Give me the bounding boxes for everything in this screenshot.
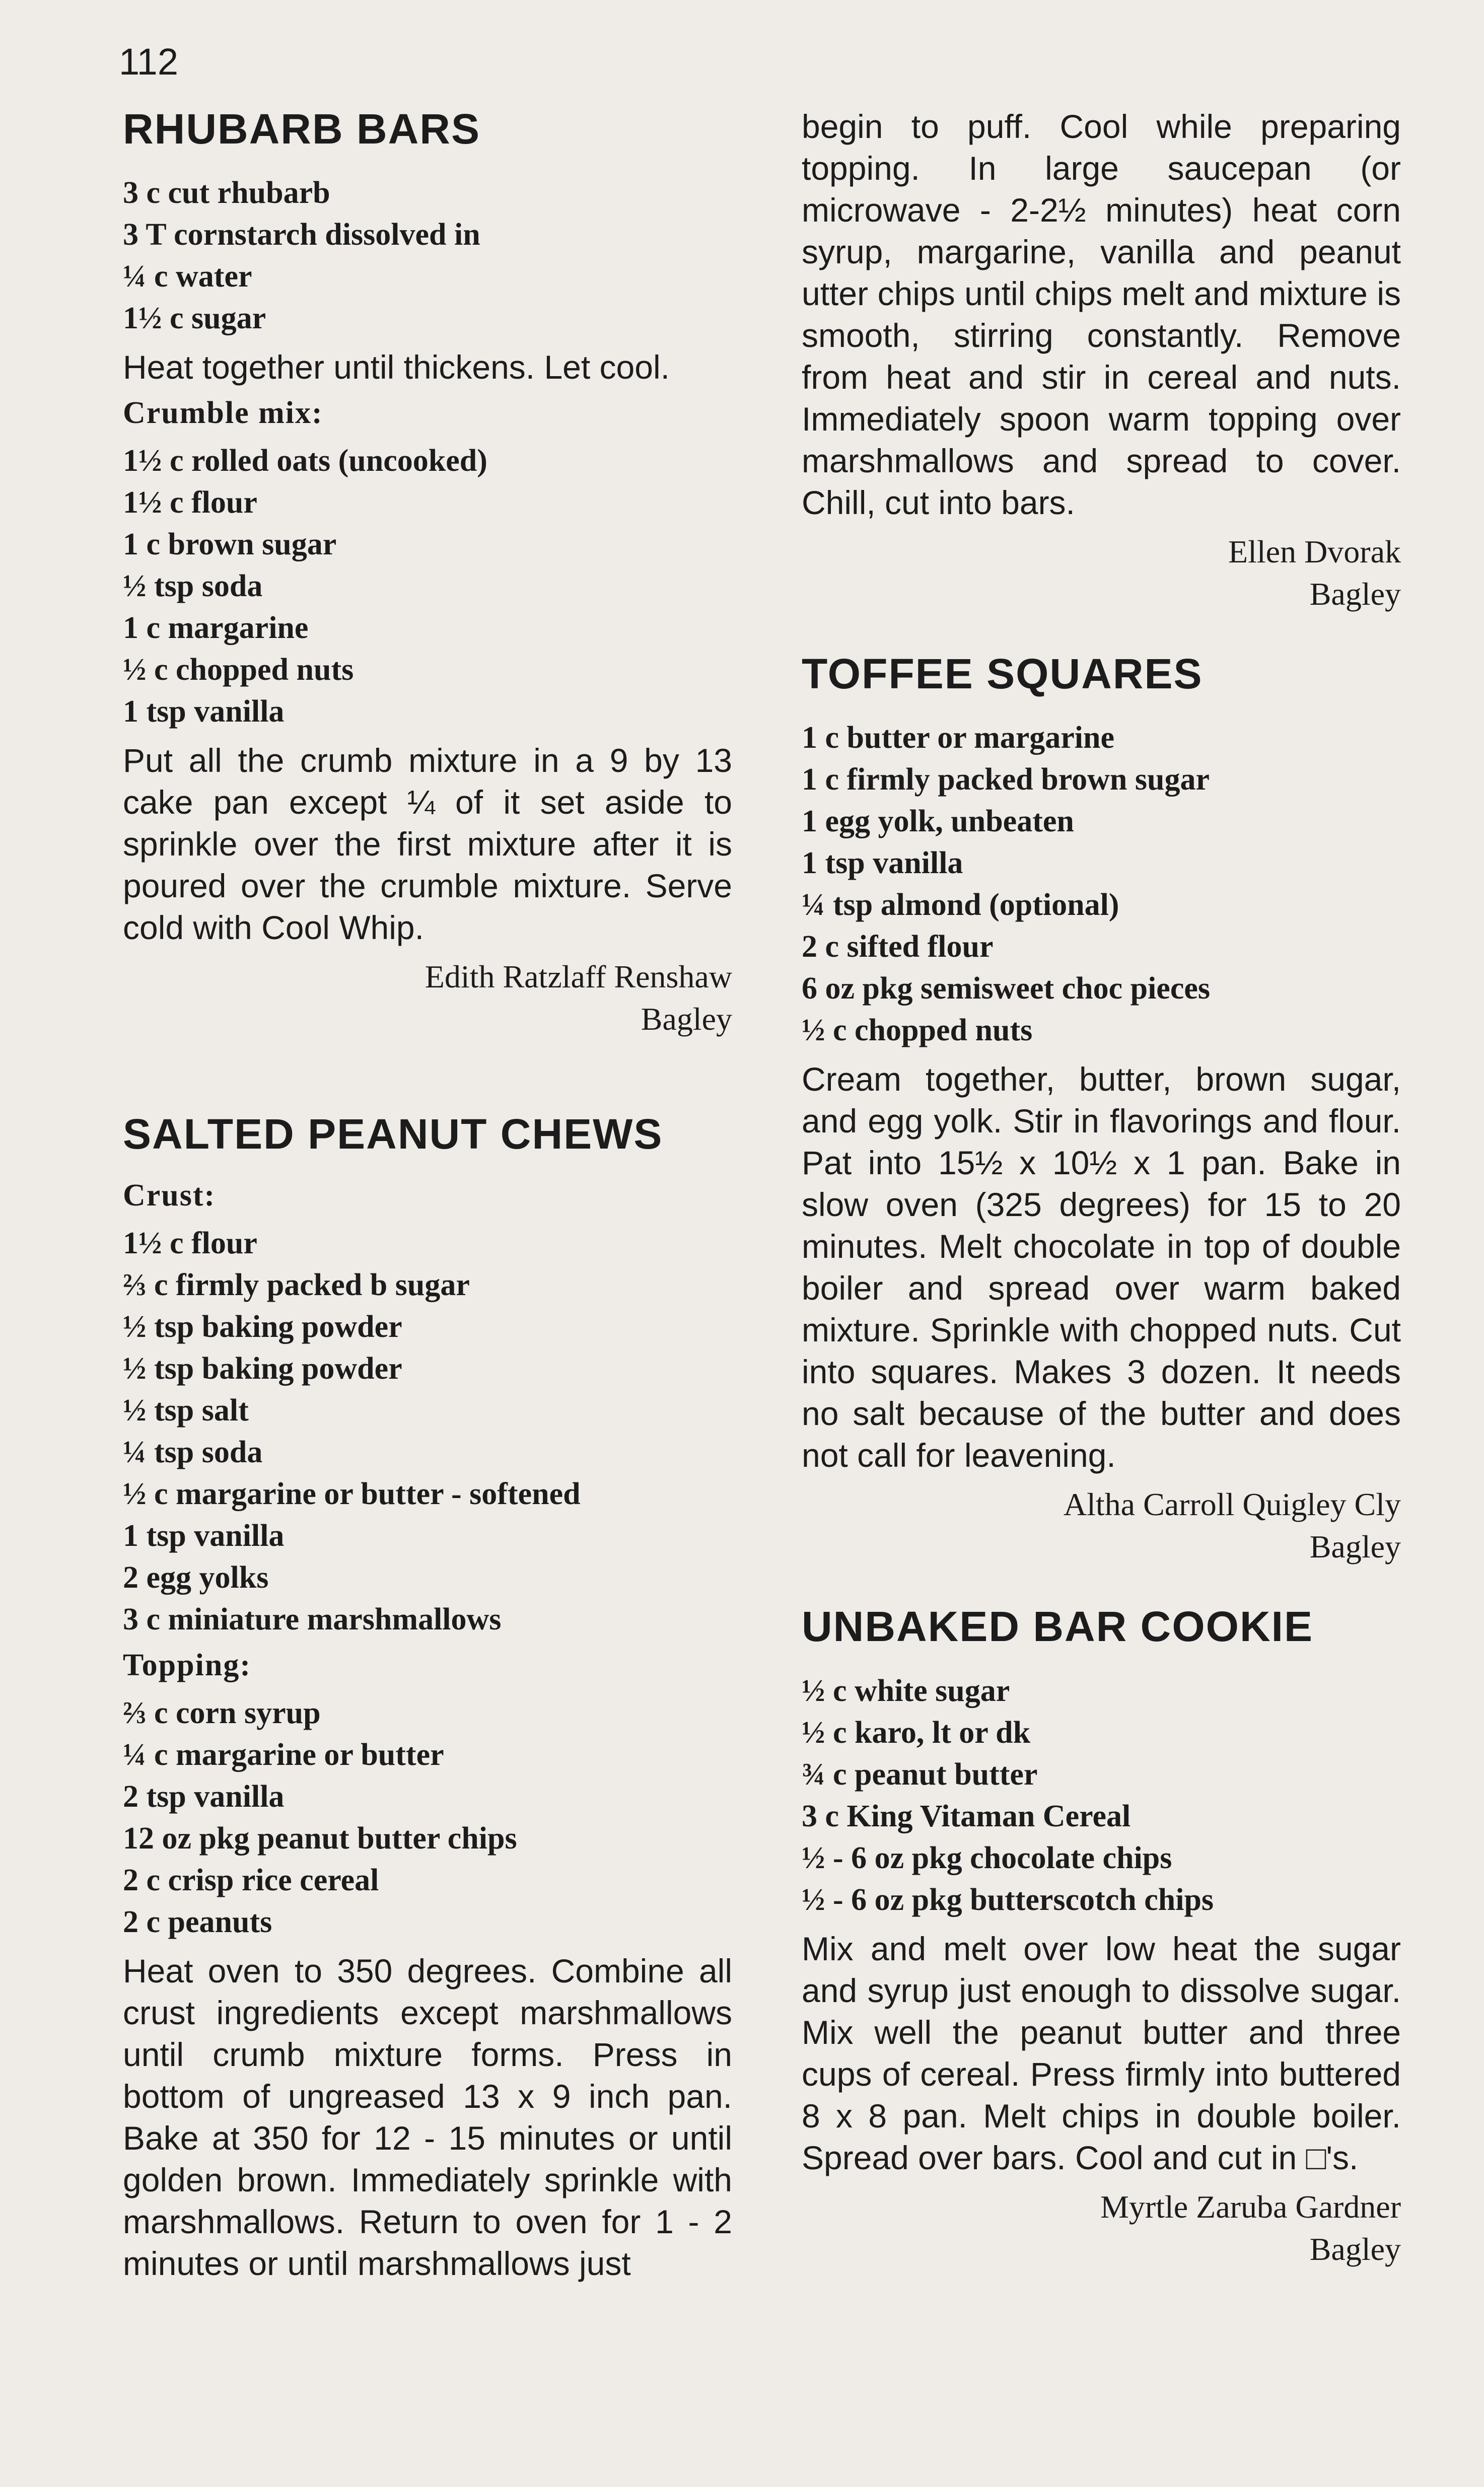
recipe-title: RHUBARB BARS <box>123 105 480 153</box>
credit-name: Ellen Dvorak <box>1228 534 1401 570</box>
ingredient-item: ¼ c water <box>123 259 252 294</box>
ingredient-list <box>123 1692 732 1943</box>
instructions: Mix and melt over low heat the sugar and syrup just enough to dissolve sugar. Mix well the peanut butter and three cups of cereal. Press firmly into buttered 8 x 8 pan. Melt chips in double boiler. Spread over bars. Cool and cut in □'s. <box>802 1930 1401 2176</box>
ingredient-item: ½ c chopped nuts <box>802 1013 1033 1048</box>
ingredient-item: 1 c margarine <box>123 611 309 646</box>
right-column <box>802 106 1401 2341</box>
ingredient-item: ½ c white sugar <box>802 1673 1010 1708</box>
recipe-title: TOFFEE SQUARES <box>802 650 1203 697</box>
instructions: Put all the crumb mixture in a 9 by 13 cake pan except ¼ of it set aside to sprinkle over the first mixture after it is poured over the crumble mixture. Serve cold with Cool Whip. <box>123 742 732 947</box>
section-label-crumble: Crumble mix: <box>123 396 323 431</box>
ingredient-item: ½ tsp soda <box>123 569 263 604</box>
ingredient-item: 1½ c flour <box>123 1226 257 1260</box>
ingredient-item: 1 tsp vanilla <box>802 846 963 881</box>
ingredient-item: 1½ c sugar <box>123 301 266 336</box>
ingredient-item: 1 egg yolk, unbeaten <box>802 804 1074 839</box>
ingredient-item: ¾ c peanut butter <box>802 1757 1038 1792</box>
ingredient-item: ¼ c margarine or butter <box>123 1737 444 1772</box>
recipe-rhubarb-bars <box>123 106 732 1040</box>
credit-name: Myrtle Zaruba Gardner <box>1100 2188 1401 2225</box>
ingredient-item: 1 c butter or margarine <box>802 721 1114 755</box>
recipe-title: SALTED PEANUT CHEWS <box>123 1110 663 1158</box>
ingredient-item: 1 c firmly packed brown sugar <box>802 762 1210 797</box>
ingredient-item: ½ c karo, lt or dk <box>802 1715 1031 1750</box>
credit-place: Bagley <box>641 1001 732 1037</box>
credit-name: Altha Carroll Quigley Cly <box>1063 1486 1401 1523</box>
recipe-salted-peanut-chews <box>123 1111 732 2284</box>
left-column <box>123 106 732 2355</box>
ingredient-item: 2 c peanuts <box>123 1904 272 1939</box>
ingredient-list <box>123 440 732 733</box>
ingredient-item: ½ tsp salt <box>123 1393 249 1428</box>
section-label-crust: Crust: <box>123 1178 216 1213</box>
ingredient-item: ½ tsp baking powder <box>123 1309 402 1344</box>
ingredient-list <box>802 717 1401 1051</box>
ingredient-item: ½ - 6 oz pkg chocolate chips <box>802 1840 1172 1875</box>
ingredient-item: 1 c brown sugar <box>123 527 337 562</box>
ingredient-item: ½ tsp baking powder <box>123 1351 402 1386</box>
recipe-unbaked-bar-cookie <box>802 1603 1401 2270</box>
ingredient-list <box>802 1670 1401 1921</box>
ingredient-item: ½ c chopped nuts <box>123 653 354 687</box>
ingredient-item: 1½ c rolled oats (uncooked) <box>123 444 487 478</box>
ingredient-item: 6 oz pkg semisweet choc pieces <box>802 971 1210 1006</box>
page-number: 112 <box>119 41 178 83</box>
ingredient-item: ½ - 6 oz pkg butterscotch chips <box>802 1882 1214 1917</box>
ingredient-item: 2 c crisp rice cereal <box>123 1863 379 1897</box>
instructions: Heat oven to 350 degrees. Combine all crust ingredients except marshmallows until crumb mixture forms. Press in bottom of ungreased 13 x 9 inch pan. Bake at 350 for 12 - 15 minutes or until golden brown. Immediately sprinkle with marshmallows. Return to oven for 1 - 2 minutes or until marshmallows just <box>123 1952 732 2282</box>
credit-name: Edith Ratzlaff Renshaw <box>425 959 732 995</box>
ingredient-item: 1½ c flour <box>123 485 257 520</box>
recipe-continuation <box>802 106 1401 615</box>
ingredient-item: ¼ tsp soda <box>123 1435 263 1469</box>
ingredient-item: 2 c sifted flour <box>802 930 994 964</box>
credit-place: Bagley <box>1309 1529 1401 1565</box>
ingredient-item: 1 tsp vanilla <box>123 1518 285 1553</box>
ingredient-item: 2 tsp vanilla <box>123 1779 285 1814</box>
ingredient-item: 3 T cornstarch dissolved in <box>123 218 480 252</box>
ingredient-item: 12 oz pkg peanut butter chips <box>123 1821 517 1856</box>
credit-place: Bagley <box>1309 576 1401 612</box>
ingredient-item: 1 tsp vanilla <box>123 694 285 729</box>
ingredient-item: ½ c margarine or butter - softened <box>123 1476 581 1511</box>
instructions: Cream together, butter, brown sugar, and egg yolk. Stir in flavorings and flour. Pat into 15½ x 10½ x 1 pan. Bake in slow oven (325 degrees) for 15 to 20 minutes. Melt chocolate in top of double boiler and spread over warm baked mixture. Sprinkle with chopped nuts. Cut into squares. Makes 3 dozen. It needs no salt because of the butter and does not call for leavening. <box>802 1060 1401 1474</box>
ingredient-item: ¼ tsp almond (optional) <box>802 888 1119 922</box>
instructions: Heat together until thickens. Let cool. <box>123 348 670 386</box>
ingredient-list <box>123 1223 732 1641</box>
ingredient-item: 3 c cut rhubarb <box>123 176 330 210</box>
ingredient-item: 2 egg yolks <box>123 1560 269 1595</box>
ingredient-item: 3 c miniature marshmallows <box>123 1602 502 1637</box>
recipe-title: UNBAKED BAR COOKIE <box>802 1603 1314 1651</box>
section-label-topping: Topping: <box>123 1648 251 1682</box>
ingredient-item: ⅔ c firmly packed b sugar <box>123 1267 470 1302</box>
credit-place: Bagley <box>1309 2231 1401 2267</box>
ingredient-item: ⅔ c corn syrup <box>123 1695 321 1730</box>
ingredient-list <box>123 172 732 339</box>
instructions-continued: begin to puff. Cool while preparing topping. In large saucepan (or microwave - 2-2½ minutes) heat corn syrup, margarine, vanilla and peanut utter chips until chips melt and mixture is smooth, stirring constantly. Remove from heat and stir in cereal and nuts. Immediately spoon warm topping over marshmallows and spread to cover. Chill, cut into bars. <box>802 108 1401 521</box>
recipe-toffee-squares <box>802 651 1401 1568</box>
ingredient-item: 3 c King Vitaman Cereal <box>802 1799 1131 1833</box>
